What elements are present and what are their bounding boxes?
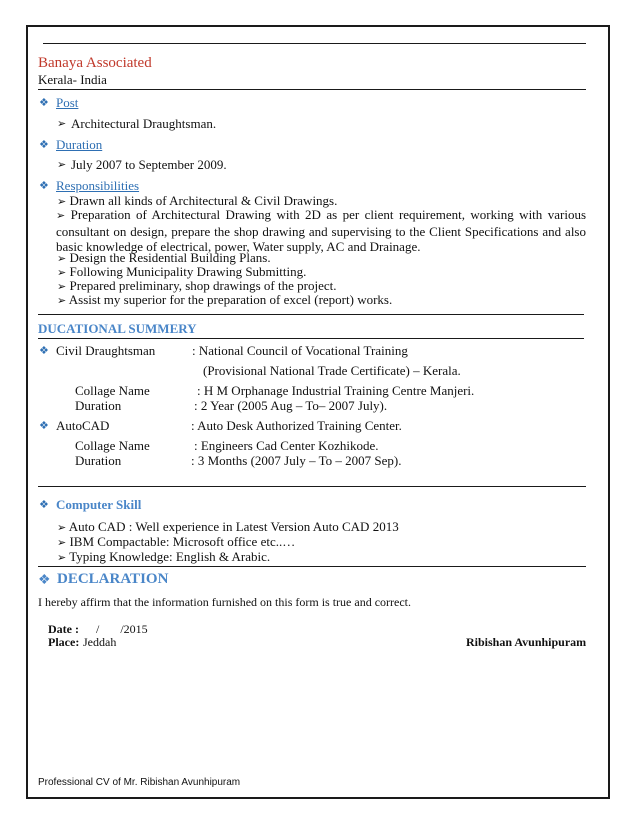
signature: Ribishan Avunhipuram — [466, 635, 587, 649]
date-label: Date : — [48, 622, 79, 636]
arrow-bullet-icon: ➢ — [57, 196, 67, 208]
arrow-bullet-icon: ➢ — [57, 281, 67, 293]
top-rule — [43, 43, 586, 44]
arrow-bullet-icon: ➢ — [57, 253, 67, 265]
declaration-text: I hereby affirm that the information furnished on this form is true and correct. — [38, 595, 411, 609]
responsibility-item: ➢ Following Municipality Drawing Submitting. — [57, 264, 307, 279]
diamond-bullet-icon: ❖ — [39, 180, 49, 192]
employer-name: Banaya Associated — [38, 55, 152, 71]
civil-title: Civil Draughtsman — [56, 343, 156, 358]
diamond-bullet-icon: ❖ — [39, 499, 49, 511]
civil-value-2: (Provisional National Trade Certificate) – Kerala. — [203, 363, 461, 378]
skill-item: ➢ IBM Compactable: Microsoft office etc..… — [57, 534, 296, 549]
civil-value: : National Council of Vocational Training — [192, 343, 408, 358]
duration-label: Duration — [56, 137, 103, 152]
autocad-duration-value: : 3 Months (2007 July – To – 2007 Sep). — [191, 453, 402, 468]
place-label: Place: — [48, 635, 80, 649]
diamond-bullet-icon: ❖ — [39, 420, 49, 432]
diamond-bullet-icon: ❖ — [39, 345, 49, 357]
skill-item: ➢ Auto CAD : Well experience in Latest Version Auto CAD 2013 — [57, 519, 399, 534]
arrow-bullet-icon: ➢ — [57, 295, 67, 307]
arrow-bullet-icon: ➢ — [56, 210, 66, 222]
declaration-heading: DECLARATION — [57, 571, 169, 587]
responsibilities-rule — [38, 314, 584, 315]
post-value: Architectural Draughtsman. — [71, 116, 217, 131]
responsibility-item: ➢ Design the Residential Building Plans. — [57, 250, 271, 265]
arrow-bullet-icon: ➢ — [57, 159, 67, 171]
diamond-bullet-icon: ❖ — [39, 97, 49, 109]
responsibilities-label: Responsibilities — [56, 178, 140, 193]
computer-skill-heading: Computer Skill — [56, 497, 142, 512]
autocad-value: : Auto Desk Authorized Training Center. — [191, 418, 402, 433]
autocad-college-value: : Engineers Cad Center Kozhikode. — [194, 438, 379, 453]
arrow-bullet-icon: ➢ — [57, 552, 67, 564]
responsibility-item: ➢ Prepared preliminary, shop drawings of the project. — [57, 278, 337, 293]
responsibility-item: ➢ Preparation of Architectural Drawing with 2D as per client requirement, working with various consultant on design, prepare the shop drawing and supervising to the Client Specifications and also basic knowledge of electrical, power, Water supply, AC and Drainage. — [56, 207, 586, 254]
civil-college-label: Collage Name — [75, 383, 150, 398]
arrow-bullet-icon: ➢ — [57, 118, 67, 130]
skill-rule — [38, 566, 586, 567]
education-end-rule — [38, 486, 586, 487]
education-rule — [38, 338, 584, 339]
education-heading: DUCATIONAL SUMMERY — [38, 321, 197, 336]
arrow-bullet-icon: ➢ — [57, 267, 67, 279]
post-label: Post — [56, 95, 79, 110]
diamond-bullet-icon: ❖ — [39, 139, 49, 151]
responsibility-item: ➢ Assist my superior for the preparation of excel (report) works. — [57, 292, 393, 307]
autocad-college-label: Collage Name — [75, 438, 150, 453]
autocad-duration-label: Duration — [75, 453, 122, 468]
autocad-title: AutoCAD — [56, 418, 110, 433]
diamond-bullet-icon: ❖ — [38, 573, 51, 588]
footer-text: Professional CV of Mr. Ribishan Avunhipuram — [38, 777, 241, 788]
arrow-bullet-icon: ➢ — [57, 537, 67, 549]
skill-item: ➢ Typing Knowledge: English & Arabic. — [57, 549, 271, 564]
civil-college-value: : H M Orphanage Industrial Training Centre Manjeri. — [197, 383, 475, 398]
responsibility-item: ➢ Drawn all kinds of Architectural & Civil Drawings. — [57, 193, 338, 208]
employer-location: Kerala- India — [38, 72, 107, 87]
civil-duration-label: Duration — [75, 398, 122, 413]
civil-duration-value: : 2 Year (2005 Aug – To– 2007 July). — [194, 398, 388, 413]
arrow-bullet-icon: ➢ — [57, 522, 67, 534]
place-value: Jeddah — [83, 635, 117, 649]
date-value: / /2015 — [96, 622, 148, 636]
duration-value: July 2007 to September 2009. — [71, 157, 227, 172]
employer-rule — [38, 89, 586, 90]
